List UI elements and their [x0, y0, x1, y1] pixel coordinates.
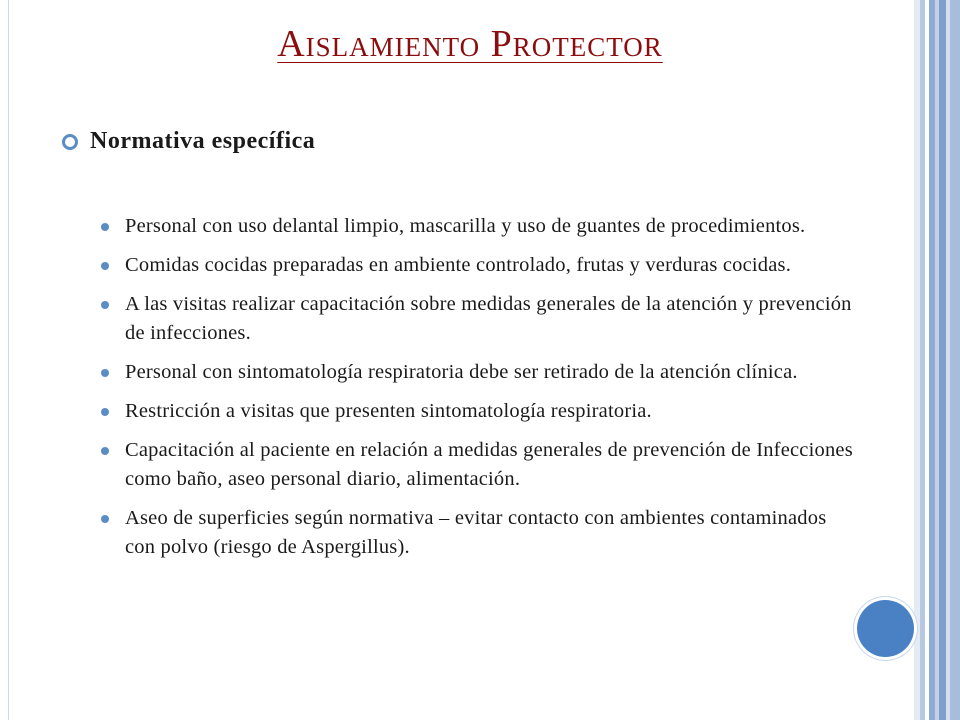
bullet-text: Restricción a visitas que presenten sintomatología respiratoria.: [125, 400, 652, 422]
dot-bullet-icon: [101, 223, 109, 231]
bullet-text: Comidas cocidas preparadas en ambiente controlado, frutas y verduras cocidas.: [125, 254, 792, 276]
heading-row: [62, 128, 315, 155]
ring-bullet-icon: [62, 134, 78, 150]
dot-bullet-icon: [101, 369, 109, 377]
bullet-text: Personal con sintomatología respiratoria debe ser retirado de la atención clínica.: [125, 361, 798, 383]
dot-bullet-icon: [101, 408, 109, 416]
section-heading: Normativa específica: [90, 128, 316, 154]
bullet-text: Capacitación al paciente en relación a medidas generales de prevención de Infecciones como baño, aseo personal diario, alimentación.: [125, 439, 853, 490]
bullet-list: [98, 212, 858, 572]
blue-circle-decoration: [857, 600, 914, 657]
dot-bullet-icon: [101, 301, 109, 309]
list-item: [98, 290, 858, 348]
dot-bullet-icon: [101, 447, 109, 455]
dot-bullet-icon: [101, 515, 109, 523]
list-item: [98, 436, 858, 494]
right-stripes-decoration: [914, 0, 960, 720]
list-item: [98, 504, 858, 562]
list-item: [98, 212, 858, 241]
bullet-text: A las visitas realizar capacitación sobre medidas generales de la atención y prevención de infecciones.: [125, 293, 852, 344]
bullet-text: Personal con uso delantal limpio, mascarilla y uso de guantes de procedimientos.: [125, 215, 806, 237]
list-item: [98, 397, 858, 426]
left-border: [0, 0, 9, 720]
bullet-text: Aseo de superficies según normativa – evitar contacto con ambientes contaminados con polvo (riesgo de Aspergillus).: [125, 507, 827, 558]
list-item: [98, 358, 858, 387]
slide-title: Aislamiento Protector: [277, 23, 663, 65]
list-item: [98, 251, 858, 280]
dot-bullet-icon: [101, 262, 109, 270]
